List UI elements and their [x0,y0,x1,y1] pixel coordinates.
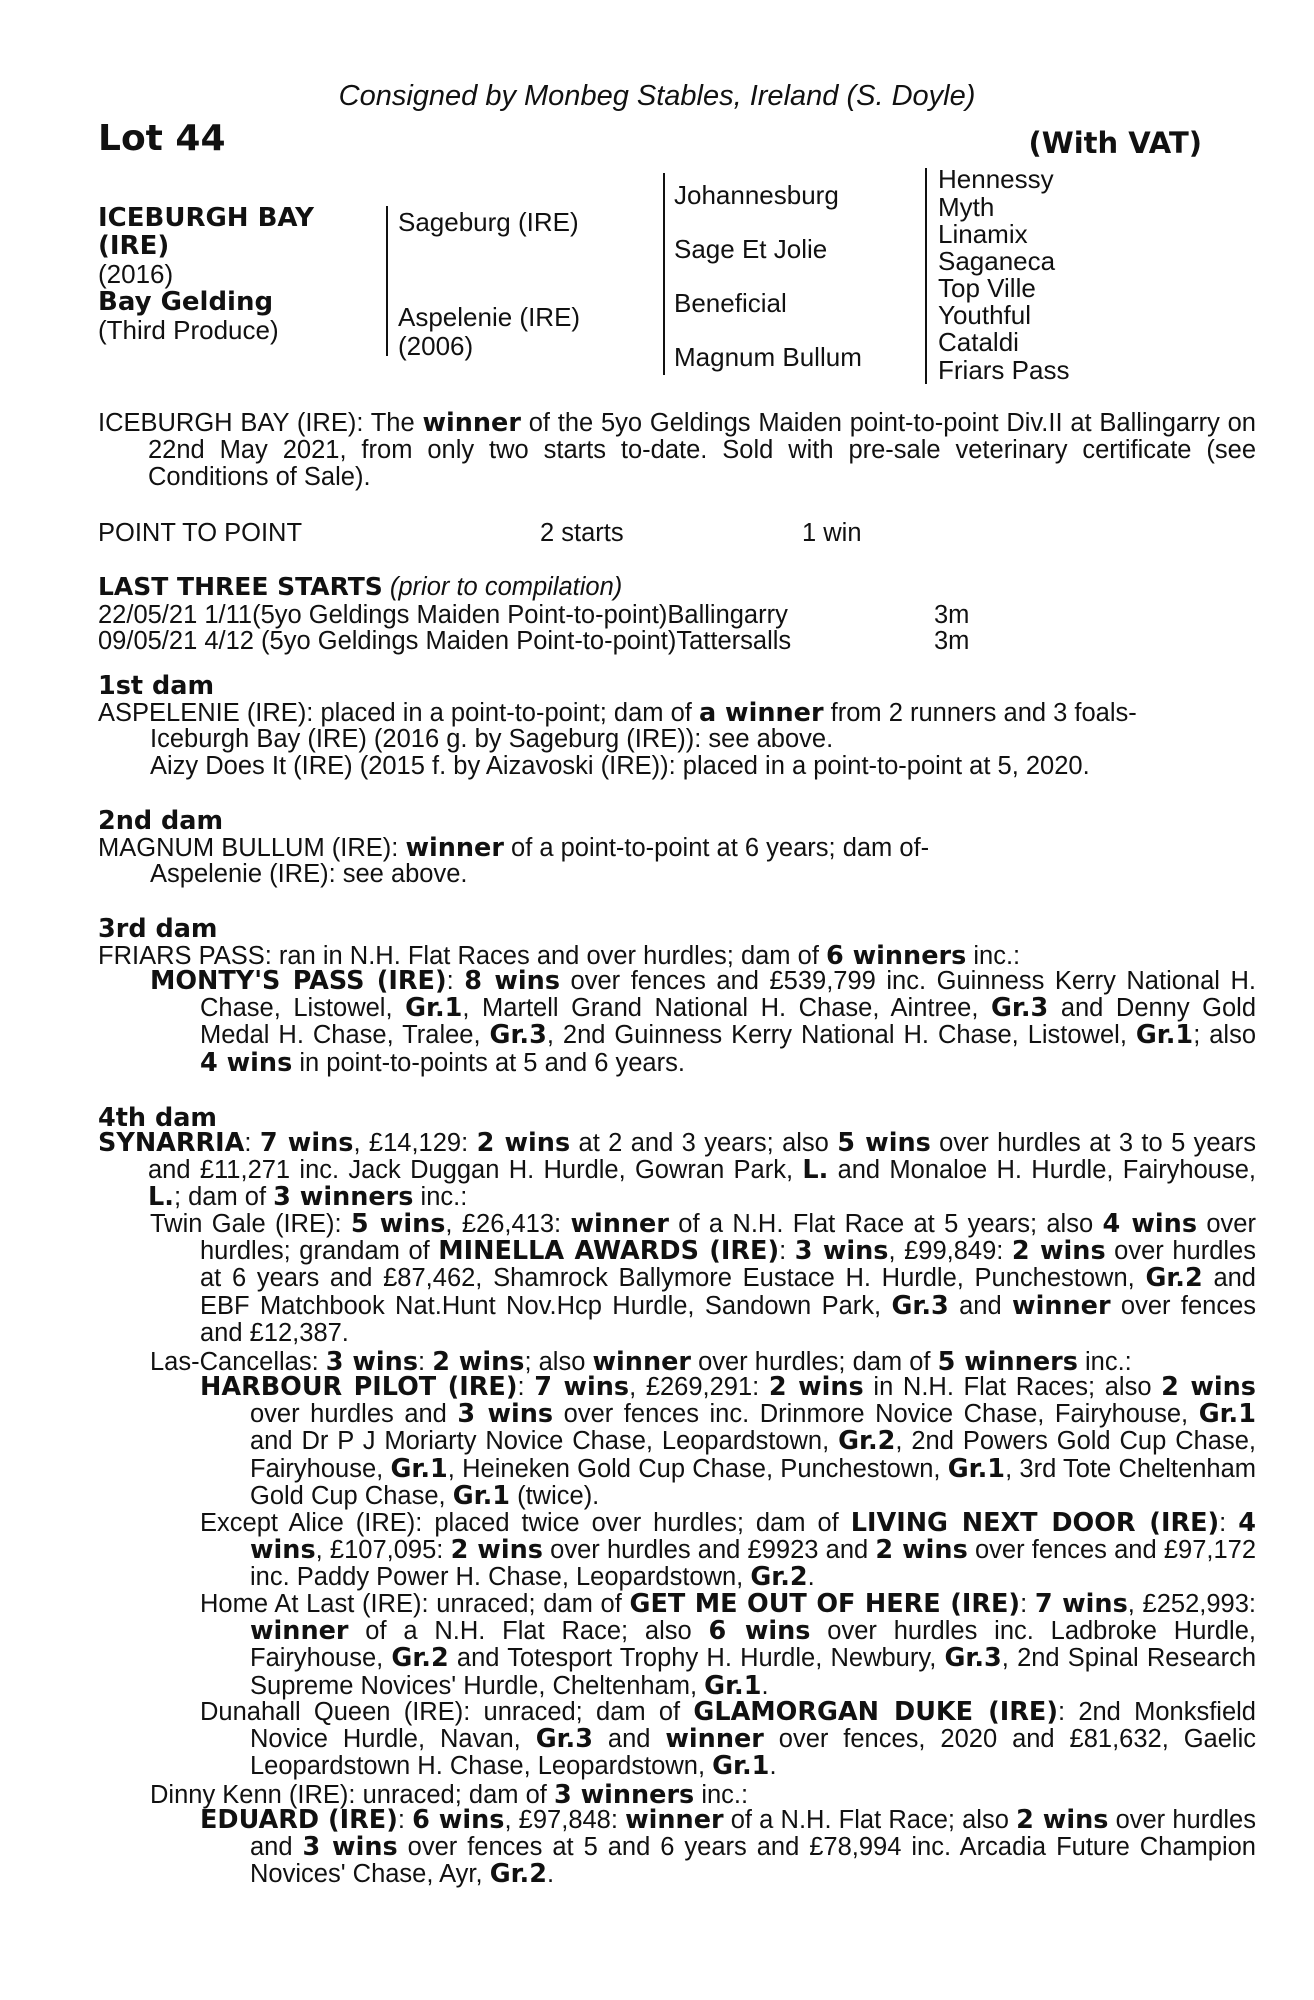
dam3-heading: 3rd dam [98,914,218,944]
horse-info [98,204,314,344]
pedigree-divider-3 [925,168,927,384]
dam1-heading: 1st dam [98,671,215,701]
pedigree-divider-1 [386,206,388,356]
pedigree-gen2-3: Beneficial [674,288,787,318]
pedigree-gen2-1: Johannesburg [674,180,839,210]
pedigree-dam: Aspelenie (IRE) [398,302,581,332]
dam1-line3: Aizy Does It (IRE) (2015 f. by Aizavoski (IRE)): placed in a point-to-point at 5, 2020. [150,752,1090,780]
last-start-dist-2: 3m [934,627,970,655]
dam4-harbour-pilot: HARBOUR PILOT (IRE): 7 wins, £269,291: 2 wins in N.H. Flat Races; also 2 wins over hurdles and 3 wins over fences inc. Drinmore Novice Chase, Fairyhouse, Gr.1 and Dr P J Moriarty Novice Chase, Leopardstown, Gr.2, 2nd Powers Gold Cup Chase, Fairyhouse, Gr.1, Heineken Gold Cup Chase, Punchestown, Gr.1, 3rd Tote Cheltenham Gold Cup Chase, Gr.1 (twice). [200,1372,1256,1511]
pedigree-gen2-2: Sage Et Jolie [674,234,828,264]
record-starts: 2 starts [540,519,624,547]
dam3-line1: FRIARS PASS: ran in N.H. Flat Races and over hurdles; dam of 6 winners inc.: [98,941,1021,971]
pedigree-gen3-5: Top Ville [938,273,1036,303]
horse-name-line2: (IRE) [98,231,170,261]
dam4-las-cancellas: Las-Cancellas: 3 wins: 2 wins; also winner over hurdles; dam of 5 winners inc.: [150,1347,1132,1377]
record-label: POINT TO POINT [98,519,303,547]
dam4-twin-gale: Twin Gale (IRE): 5 wins, £26,413: winner of a N.H. Flat Race at 5 years; also 4 wins over hurdles; grandam of MINELLA AWARDS (IRE): 3 wins, £99,849: 2 wins over hurdles at 6 years and £87,462, Shamrock Ballymore Eustace H. Hurdle, Punchestown, Gr.2 and EBF Matchbook Nat.Hunt Nov.Hcp Hurdle, Sandown Park, Gr.3 and winner over fences and £12,387. [150,1209,1256,1347]
dam4-except-alice: Except Alice (IRE): placed twice over hurdles; dam of LIVING NEXT DOOR (IRE): 4 wins, £107,095: 2 wins over hurdles and £9923 and 2 wins over fences and £97,172 inc. Paddy Power H. Chase, Leopardstown, Gr.2. [200,1508,1257,1593]
horse-produce: (Third Produce) [98,315,279,345]
dam4-home-at-last: Home At Last (IRE): unraced; dam of GET ME OUT OF HERE (IRE): 7 wins, £252,993: winner of a N.H. Flat Race; also 6 wins over hurdles inc. Ladbroke Hurdle, Fairyhouse, Gr.2 and Totesport Trophy H. Hurdle, Newbury, Gr.3, 2nd Spinal Research Supreme Novices' Hurdle, Cheltenham, Gr.1. [200,1589,1257,1701]
dam1-line1: ASPELENIE (IRE): placed in a point-to-point; dam of a winner from 2 runners and 3 foals- [98,698,1137,728]
horse-name-line1: ICEBURGH BAY [98,203,314,233]
dam4-synarria: SYNARRIA: 7 wins, £14,129: 2 wins at 2 and 3 years; also 5 wins over hurdles at 3 to 5 years and £11,271 inc. Jack Duggan H. Hurdle, Gowran Park, L. and Monaloe H. Hurdle, Fairyhouse, L.; dam of 3 winners inc.: [98,1128,1256,1213]
last-start-dist-1: 3m [934,601,970,629]
dam4-heading: 4th dam [98,1103,217,1133]
pedigree-gen3-3: Linamix [938,219,1028,249]
vat-note: (With VAT) [1028,126,1202,160]
pedigree-gen3-2: Myth [938,192,995,222]
dam2-line2: Aspelenie (IRE): see above. [150,860,468,888]
intro-paragraph: ICEBURGH BAY (IRE): The winner of the 5yo Geldings Maiden point-to-point Div.II at Ballingarry on 22nd May 2021, from only two starts to-date. Sold with pre-sale veterinary certificate (see Conditions of Sale). [98,408,1256,492]
dam1-line2: Iceburgh Bay (IRE) (2016 g. by Sageburg (IRE)): see above. [150,725,834,753]
last-starts-heading: LAST THREE STARTS (prior to compilation) [98,572,623,601]
dam2-heading: 2nd dam [98,806,224,836]
pedigree-divider-2 [663,173,665,375]
pedigree-dam-year: (2006) [398,331,474,361]
horse-sex-colour: Bay Gelding [98,287,274,317]
lot-number: Lot 44 [98,118,226,159]
dam2-line1: MAGNUM BULLUM (IRE): winner of a point-to-point at 6 years; dam of- [98,833,930,863]
last-start-row-2: 09/05/21 4/12 (5yo Geldings Maiden Point-to-point)Tattersalls [98,627,792,655]
pedigree-gen3-1: Hennessy [938,164,1054,194]
consignor-line: Consigned by Monbeg Stables, Ireland (S. Doyle) [338,80,976,112]
pedigree-gen2-4: Magnum Bullum [674,342,862,372]
pedigree-gen3-4: Saganeca [938,246,1056,276]
dam4-dunahall-queen: Dunahall Queen (IRE): unraced; dam of GLAMORGAN DUKE (IRE): 2nd Monksfield Novice Hurdle, Navan, Gr.3 and winner over fences, 2020 and £81,632, Gaelic Leopardstown H. Chase, Leopardstown, Gr.1. [200,1697,1256,1782]
pedigree-sire: Sageburg (IRE) [398,207,579,237]
pedigree-gen3-7: Cataldi [938,327,1019,357]
record-wins: 1 win [802,519,862,547]
pedigree-gen3-6: Youthful [938,300,1032,330]
dam4-eduard: EDUARD (IRE): 6 wins, £97,848: winner of a N.H. Flat Race; also 2 wins over hurdles and 3 wins over fences at 5 and 6 years and £78,994 inc. Arcadia Future Champion Novices' Chase, Ayr, Gr.2. [200,1805,1256,1890]
pedigree-gen3-8: Friars Pass [938,355,1070,385]
last-start-row-1: 22/05/21 1/11(5yo Geldings Maiden Point-to-point)Ballingarry [98,601,788,629]
horse-year: (2016) [98,259,174,289]
dam4-dinny-kenn: Dinny Kenn (IRE): unraced; dam of 3 winners inc.: [150,1780,749,1810]
dam3-montys-pass: MONTY'S PASS (IRE): 8 wins over fences and £539,799 inc. Guinness Kerry National H. Chase, Listowel, Gr.1, Martell Grand National H. Chase, Aintree, Gr.3 and Denny Gold Medal H. Chase, Tralee, Gr.3, 2nd Guinness Kerry National H. Chase, Listowel, Gr.1; also 4 wins in point-to-points at 5 and 6 years. [150,966,1257,1078]
